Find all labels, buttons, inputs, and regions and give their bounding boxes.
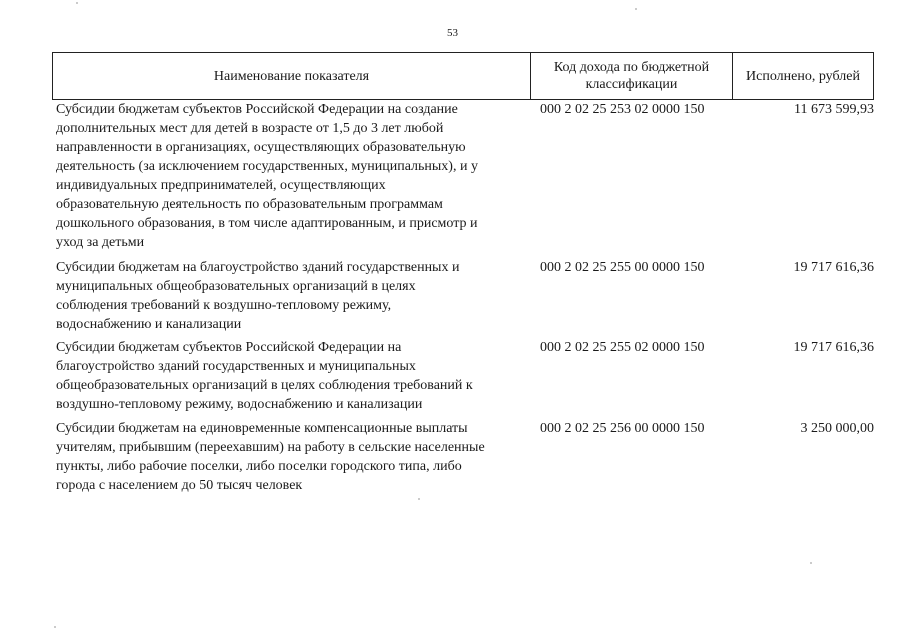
header-code-cell	[531, 53, 733, 99]
indicator-name-line: пункты, либо рабочие поселки, либо поселки городского типа, либо	[56, 459, 462, 474]
budget-code: 000 2 02 25 255 02 0000 150	[540, 340, 705, 355]
scan-speck	[418, 498, 420, 500]
indicator-name	[56, 100, 526, 252]
indicator-name-line: соблюдения требований к воздушно-тепловому режиму,	[56, 298, 392, 313]
executed-amount: 11 673 599,93	[794, 102, 874, 117]
indicator-name-line: общеобразовательных организаций в целях соблюдения требований к	[56, 378, 473, 393]
scan-speck	[810, 562, 812, 564]
indicator-name	[56, 338, 526, 414]
header-amount-label: Исполнено, рублей	[746, 68, 860, 84]
table-header	[52, 52, 874, 100]
scan-speck	[54, 626, 56, 628]
indicator-name	[56, 419, 526, 495]
indicator-name-line: благоустройство зданий государственных и муниципальных	[56, 359, 416, 374]
budget-code: 000 2 02 25 253 02 0000 150	[540, 102, 705, 117]
scan-speck	[76, 2, 78, 4]
indicator-name-line: индивидуальных предпринимателей, осуществляющих	[56, 178, 386, 193]
budget-code: 000 2 02 25 256 00 0000 150	[540, 421, 705, 436]
indicator-name-line: учителям, прибывшим (переехавшим) на работу в сельские населенные	[56, 440, 485, 455]
indicator-name-line: водоснабжению и канализации	[56, 317, 242, 332]
indicator-name-line: Субсидии бюджетам субъектов Российской Федерации на создание	[56, 102, 458, 117]
executed-amount: 19 717 616,36	[793, 260, 874, 275]
indicator-name-line: Субсидии бюджетам на единовременные компенсационные выплаты	[56, 421, 468, 436]
header-code-label-line1: Код дохода по бюджетной	[553, 60, 710, 75]
indicator-name-line: города с населением до 50 тысяч человек	[56, 478, 303, 493]
indicator-name-line: Субсидии бюджетам на благоустройство зданий государственных и	[56, 260, 460, 275]
indicator-name-line: дополнительных мест для детей в возрасте от 1,5 до 3 лет любой	[56, 121, 444, 136]
indicator-name-line: воздушно-тепловому режиму, водоснабжению и канализации	[56, 397, 423, 412]
indicator-name-line: дошкольного образования, в том числе адаптированным, и присмотр и	[56, 216, 478, 231]
header-amount-cell	[733, 53, 873, 99]
indicator-name-line: Субсидии бюджетам субъектов Российской Федерации на	[56, 340, 402, 355]
header-code-label-line2: классификации	[585, 77, 678, 92]
header-name-cell	[53, 53, 531, 99]
executed-amount: 3 250 000,00	[800, 421, 874, 436]
header-name-label: Наименование показателя	[213, 68, 370, 84]
indicator-name-line: муниципальных общеобразовательных организаций в целях	[56, 279, 416, 294]
indicator-name-line: направленности в организациях, осуществляющих образовательную	[56, 140, 466, 155]
indicator-name	[56, 258, 526, 334]
indicator-name-line: уход за детьми	[56, 235, 145, 250]
budget-code: 000 2 02 25 255 00 0000 150	[540, 260, 705, 275]
scan-speck	[635, 8, 637, 10]
executed-amount: 19 717 616,36	[793, 340, 874, 355]
indicator-name-line: образовательную деятельность по образовательным программам	[56, 197, 443, 212]
page-number: 53	[447, 27, 458, 39]
indicator-name-line: деятельность (за исключением государственных, муниципальных), и у	[56, 159, 478, 174]
